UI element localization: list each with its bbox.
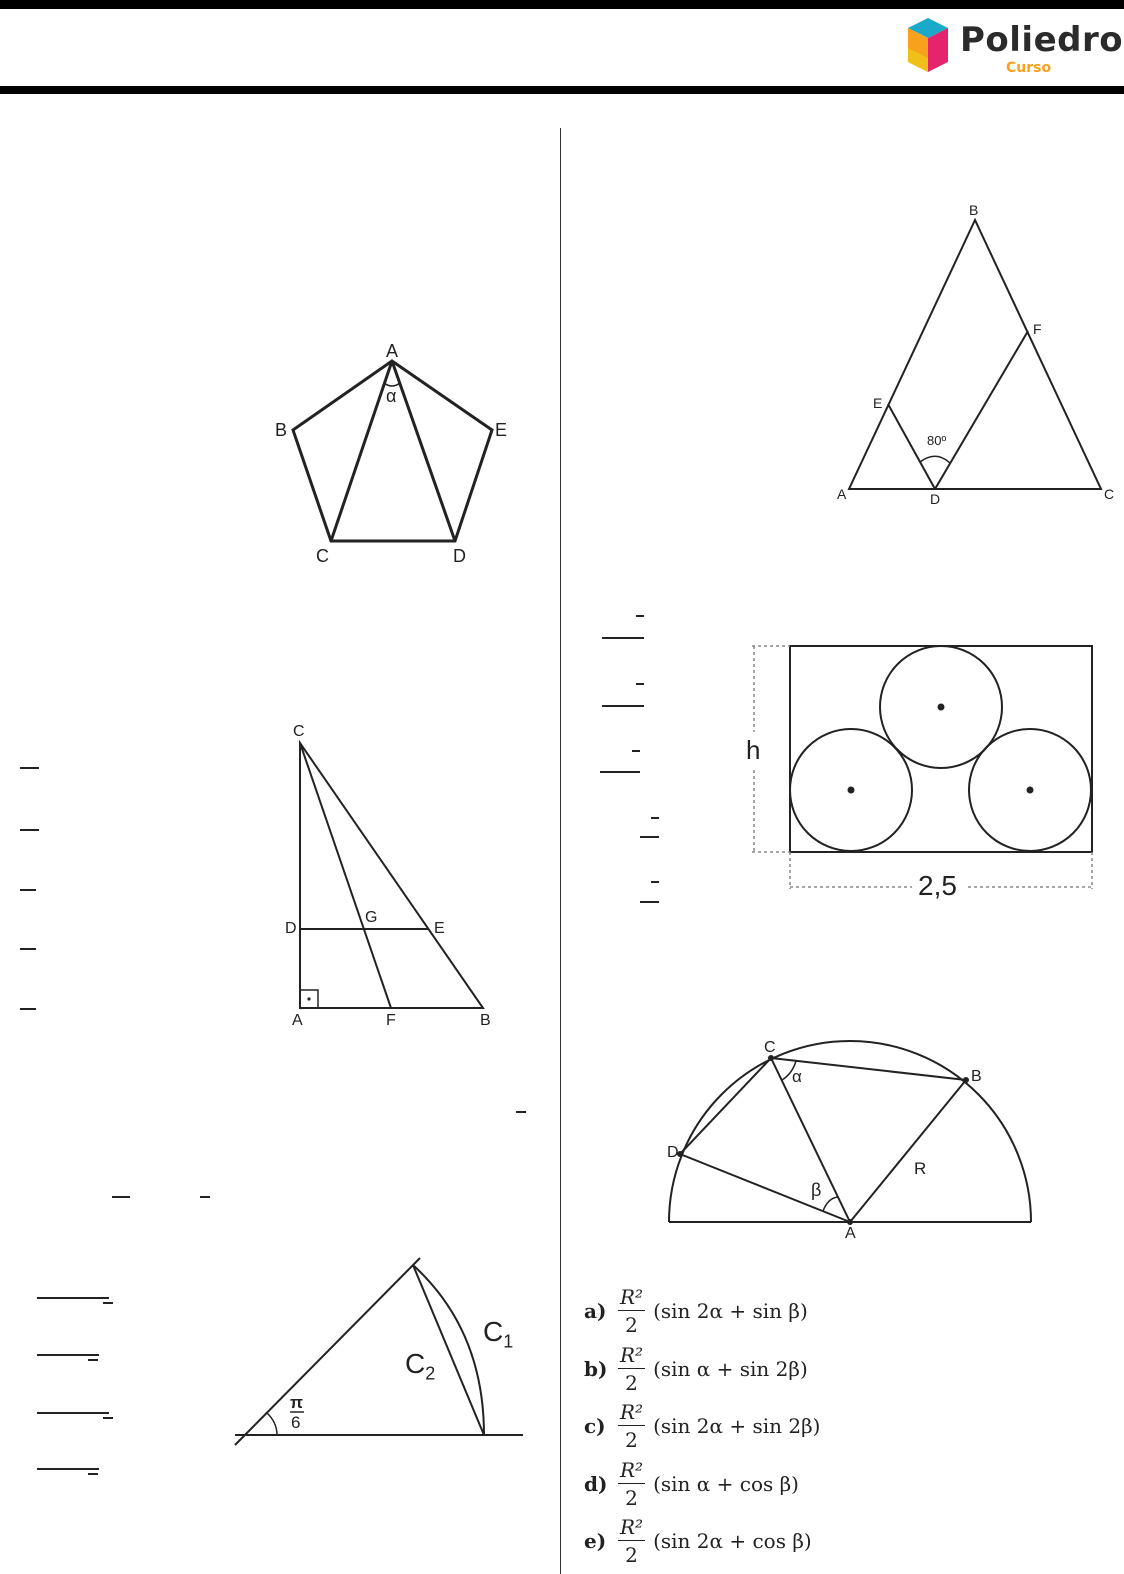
semicircle-label-a: A — [845, 1225, 856, 1242]
option-fraction — [618, 1515, 645, 1567]
pentagon-label-c: C — [316, 546, 329, 566]
fraction-numerator: R² — [620, 1400, 644, 1424]
segment-ab-radius — [850, 1080, 966, 1222]
fraction-numerator: R² — [620, 1515, 644, 1539]
triangle-def-label-a: A — [837, 486, 847, 502]
option-fraction — [618, 1458, 645, 1510]
semicircle-label-beta: β — [811, 1180, 822, 1200]
semicircle-label-b: B — [971, 1068, 982, 1085]
curve-c2-letter: C — [405, 1348, 426, 1379]
angle-pi-label: π — [290, 1393, 304, 1412]
option-expression: (sin 2α + sin β) — [653, 1299, 808, 1323]
fraction-denominator: 2 — [625, 1543, 638, 1567]
triangle-def-label-b: B — [969, 202, 979, 218]
fraction-numerator: R² — [620, 1285, 644, 1309]
right-triangle-label-f: F — [386, 1012, 396, 1029]
semicircle-label-c: C — [764, 1039, 776, 1056]
segment-da — [680, 1154, 850, 1222]
brand-sub: Curso — [1006, 60, 1052, 76]
fraction-denominator: 2 — [625, 1428, 638, 1452]
fraction-denominator: 2 — [625, 1371, 638, 1395]
option-b[interactable] — [584, 1343, 808, 1395]
fraction-numerator: R² — [620, 1458, 644, 1482]
option-a[interactable] — [584, 1285, 808, 1337]
semicircle-label-alpha: α — [792, 1067, 802, 1086]
height-label: h — [746, 735, 761, 765]
pentagon-label-alpha: α — [386, 386, 397, 406]
option-key: a) — [584, 1299, 607, 1323]
option-d[interactable] — [584, 1458, 799, 1510]
segment-cd — [680, 1058, 771, 1154]
curve-c1-letter: C — [483, 1316, 504, 1347]
option-key: e) — [584, 1529, 607, 1553]
triangle-def-angle: 80º — [927, 433, 947, 448]
curve-c1-subscript: 1 — [503, 1331, 514, 1352]
semicircle-label-r: R — [914, 1159, 927, 1178]
triangle-def-label-c: C — [1104, 486, 1115, 502]
angle-six-label: 6 — [291, 1413, 301, 1432]
triangle-def-label-e: E — [873, 395, 883, 411]
right-triangle-label-g: G — [365, 909, 378, 926]
option-key: b) — [584, 1357, 608, 1381]
option-key: c) — [584, 1414, 606, 1438]
option-fraction — [618, 1343, 645, 1395]
pentagon-label-b: B — [275, 420, 288, 440]
curve-c2-subscript: 2 — [425, 1363, 436, 1384]
option-expression: (sin α + sin 2β) — [653, 1357, 808, 1381]
option-key: d) — [584, 1472, 608, 1496]
triangle-def-label-f: F — [1033, 321, 1042, 337]
semicircle-label-d: D — [667, 1144, 679, 1161]
option-expression: (sin 2α + cos β) — [653, 1529, 812, 1553]
fraction-denominator: 2 — [625, 1486, 638, 1510]
pentagon-label-e: E — [495, 420, 508, 440]
option-expression: (sin α + cos β) — [653, 1472, 799, 1496]
pentagon-label-d: D — [453, 546, 466, 566]
option-c[interactable] — [584, 1400, 820, 1452]
fraction-numerator: R² — [620, 1343, 644, 1367]
right-triangle-label-a: A — [292, 1012, 303, 1029]
right-triangle-label-e: E — [434, 920, 445, 937]
fraction-denominator: 2 — [625, 1313, 638, 1337]
pentagon-label-a: A — [386, 341, 399, 361]
right-triangle-label-d: D — [285, 920, 297, 937]
right-triangle-label-c: C — [293, 723, 305, 740]
triangle-def-label-d: D — [930, 491, 941, 507]
option-fraction — [618, 1400, 645, 1452]
brand-name: Poliedro — [960, 20, 1124, 60]
right-triangle-label-b: B — [480, 1012, 491, 1029]
angle-beta-arc — [823, 1197, 838, 1211]
point-b — [963, 1077, 969, 1083]
option-expression: (sin 2α + sin 2β) — [653, 1414, 821, 1438]
option-e[interactable] — [584, 1515, 812, 1567]
width-label: 2,5 — [918, 870, 957, 901]
option-fraction — [618, 1285, 645, 1337]
